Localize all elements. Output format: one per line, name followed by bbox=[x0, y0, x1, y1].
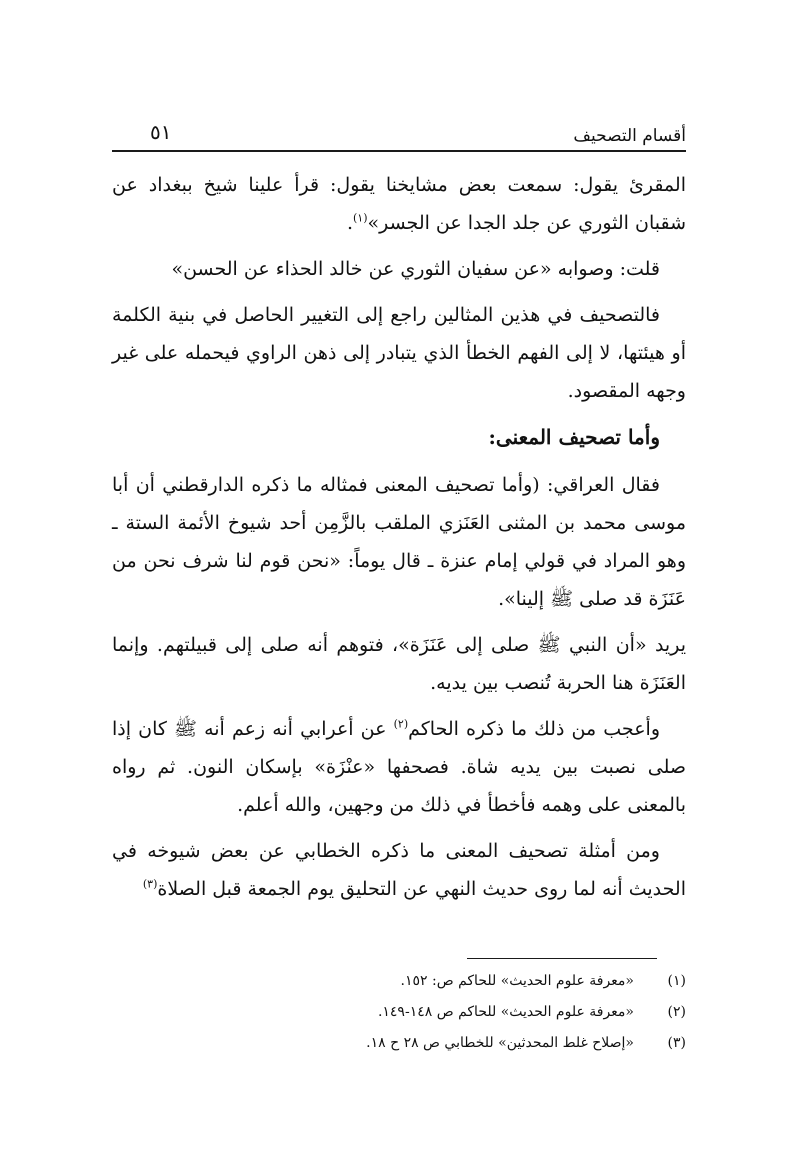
paragraph-5: يريد «أن النبي ﷺ صلى إلى عَنَزَة»، فتوهم أنه صلى إلى قبيلتهم. وإنما العَنَزَة هنا الحربة تُنصب بين يديه. bbox=[112, 634, 686, 694]
footnote-text: «إصلاح غلط المحدثين» للخطابي ص ٢٨ ح ١٨. bbox=[366, 1035, 634, 1051]
chapter-title: أقسام التصحيف bbox=[573, 126, 686, 146]
paragraph-6-text-b: عن أعرابي أنه زعم أنه ﷺ كان إذا صلى نصبت بين يديه شاة. فصحفها «عنْزَة» بإسكان النون. ثم رواه بالمعنى على وهمه فأخطأ في ذلك من وجهين، والله أعلم. bbox=[112, 718, 686, 816]
footnote-number: (٢) bbox=[667, 1004, 686, 1020]
footnote-text: «معرفة علوم الحديث» للحاكم ص ١٤٨-١٤٩. bbox=[377, 1004, 634, 1020]
paragraph-6-text-a: وأعجب من ذلك ما ذكره الحاكم bbox=[408, 718, 660, 740]
footnote-item bbox=[112, 997, 686, 1028]
paragraph-3: فالتصحيف في هذين المثالين راجع إلى التغيير الحاصل في بنية الكلمة أو هيئتها، لا إلى الفهم الخطأ الذي يتبادر إلى ذهن الراوي فيحمله على غير وجهه المقصود. bbox=[112, 304, 686, 402]
footnote-number: (٣) bbox=[667, 1035, 686, 1051]
footnote-ref-3: (٣) bbox=[142, 877, 158, 891]
footnote-number: (١) bbox=[667, 973, 686, 989]
paragraph-7 bbox=[112, 832, 686, 908]
footnote-ref-2: (٢) bbox=[393, 717, 409, 731]
paragraph-4: فقال العراقي: (وأما تصحيف المعنى فمثاله ما ذكره الدارقطني أن أبا موسى محمد بن المثنى العَنَزي الملقب بالزَّمِن أحد شيوخ الأئمة الستة ـ وهو المراد في قولي إمام عنزة ـ قال يوماً: «نحن قوم لنا شرف نحن من عَنَزَة قد صلى ﷺ إلينا». bbox=[112, 474, 686, 610]
paragraph-1-end: . bbox=[346, 212, 353, 234]
main-text bbox=[112, 166, 686, 916]
paragraph-2: قلت: وصوابه «عن سفيان الثوري عن خالد الحذاء عن الحسن» bbox=[171, 258, 660, 280]
footnote-text: «معرفة علوم الحديث» للحاكم ص: ١٥٢. bbox=[400, 973, 634, 989]
footnote-ref-1: (١) bbox=[352, 211, 368, 225]
footnote-separator bbox=[467, 958, 657, 959]
paragraph-1 bbox=[112, 166, 686, 242]
section-heading: وأما تصحيف المعنى: bbox=[488, 425, 660, 449]
footnotes bbox=[112, 966, 686, 1059]
running-header bbox=[112, 116, 686, 152]
paragraph-6 bbox=[112, 710, 686, 824]
paragraph-7-text: ومن أمثلة تصحيف المعنى ما ذكره الخطابي عن بعض شيوخه في الحديث أنه لما روى حديث النهي عن التحليق يوم الجمعة قبل الصلاة bbox=[112, 840, 686, 900]
page-number: ٥١ bbox=[150, 120, 172, 144]
footnote-item bbox=[112, 966, 686, 997]
footnote-item bbox=[112, 1028, 686, 1059]
paragraph-1-text: المقرئ يقول: سمعت بعض مشايخنا يقول: قرأ علينا شيخ ببغداد عن شقبان الثوري عن جلد الجدا عن الجسر» bbox=[112, 174, 686, 234]
